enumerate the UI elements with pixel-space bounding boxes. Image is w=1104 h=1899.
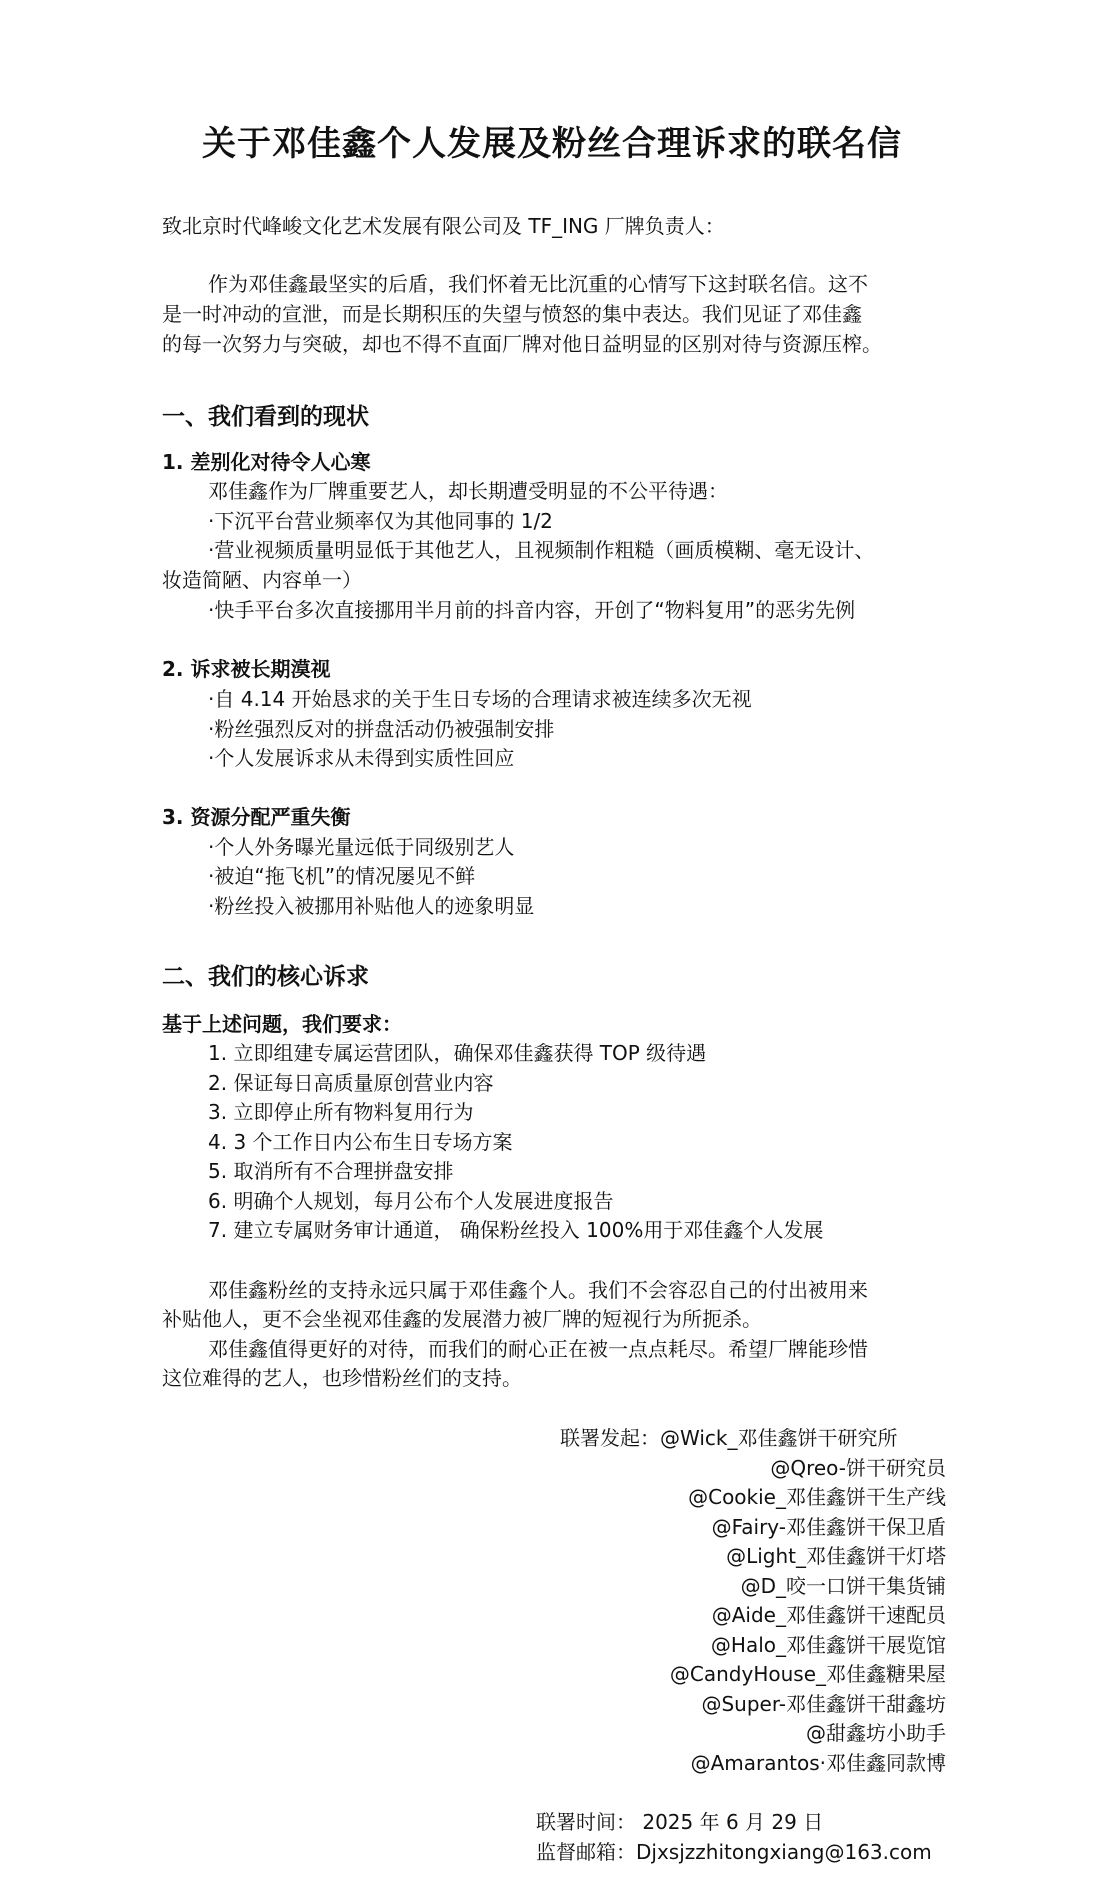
signatory: @Halo_邓佳鑫饼干展览馆: [710, 1633, 946, 1657]
intro-line: 是一时冲动的宣泄，而是长期积压的失望与愤怒的集中表达。我们见证了邓佳鑫: [162, 302, 862, 326]
bullet-item: ·下沉平台营业频率仅为其他同事的 1/2: [208, 509, 553, 533]
signatory: @D_咬一口饼干集货铺: [740, 1574, 946, 1598]
closing-line: 这位难得的艺人，也珍惜粉丝们的支持。: [162, 1366, 522, 1390]
intro-line: 的每一次努力与突破，却也不得不直面厂牌对他日益明显的区别对待与资源压榨。: [162, 332, 882, 356]
bullet-item: ·被迫“拖飞机”的情况屡见不鲜: [208, 864, 476, 888]
demand-item: 1. 立即组建专属运营团队，确保邓佳鑫获得 TOP 级待遇: [208, 1041, 707, 1065]
signatory: @Qreo-饼干研究员: [770, 1456, 946, 1480]
salutation: 致北京时代峰峻文化艺术发展有限公司及 TF_ING 厂牌负责人：: [162, 214, 725, 238]
signatory: @Super-邓佳鑫饼干甜鑫坊: [701, 1692, 946, 1716]
closing-line: 邓佳鑫粉丝的支持永远只属于邓佳鑫个人。我们不会容忍自己的付出被用来: [208, 1278, 868, 1302]
supervision-email: 监督邮箱：Djxsjzzhitongxiang@163.com: [536, 1840, 932, 1864]
demand-item: 4. 3 个工作日内公布生日专场方案: [208, 1130, 513, 1154]
letter-title: 关于邓佳鑫个人发展及粉丝合理诉求的联名信: [202, 124, 902, 164]
bullet-item: ·粉丝强烈反对的拼盘活动仍被强制安排: [208, 717, 555, 741]
signatory: @Aide_邓佳鑫饼干速配员: [711, 1603, 946, 1627]
signatory: @CandyHouse_邓佳鑫糖果屋: [669, 1662, 946, 1686]
signatory-initiator: 联署发起：@Wick_邓佳鑫饼干研究所: [560, 1426, 898, 1450]
signing-date: 联署时间： 2025 年 6 月 29 日: [536, 1810, 824, 1834]
closing-line: 邓佳鑫值得更好的对待，而我们的耐心正在被一点点耗尽。希望厂牌能珍惜: [208, 1337, 868, 1361]
subsection-heading: 2. 诉求被长期漠视: [162, 657, 331, 681]
demand-item: 6. 明确个人规划，每月公布个人发展进度报告: [208, 1189, 614, 1213]
bullet-item: ·个人外务曝光量远低于同级别艺人: [208, 835, 515, 859]
bullet-item: ·营业视频质量明显低于其他艺人，且视频制作粗糙（画质模糊、毫无设计、: [208, 538, 875, 562]
bullet-item: ·个人发展诉求从未得到实质性回应: [208, 746, 515, 770]
closing-line: 补贴他人，更不会坐视邓佳鑫的发展潜力被厂牌的短视行为所扼杀。: [162, 1307, 762, 1331]
signatory: @甜鑫坊小助手: [806, 1721, 946, 1745]
bullet-item: ·粉丝投入被挪用补贴他人的迹象明显: [208, 894, 535, 918]
demand-item: 7. 建立专属财务审计通道， 确保粉丝投入 100%用于邓佳鑫个人发展: [208, 1218, 824, 1242]
signatory: @Fairy-邓佳鑫饼干保卫盾: [711, 1515, 946, 1539]
signatory: @Cookie_邓佳鑫饼干生产线: [688, 1485, 946, 1509]
demand-item: 5. 取消所有不合理拼盘安排: [208, 1159, 454, 1183]
bullet-item: ·快手平台多次直接挪用半月前的抖音内容，开创了“物料复用”的恶劣先例: [208, 598, 856, 622]
signatory: @Amarantos·邓佳鑫同款博: [690, 1751, 946, 1775]
bullet-item: ·自 4.14 开始恳求的关于生日专场的合理请求被连续多次无视: [208, 687, 752, 711]
section-heading-status: 一、我们看到的现状: [162, 404, 369, 430]
intro-line: 作为邓佳鑫最坚实的后盾，我们怀着无比沉重的心情写下这封联名信。这不: [208, 272, 868, 296]
demand-item: 3. 立即停止所有物料复用行为: [208, 1100, 474, 1124]
body-line: 邓佳鑫作为厂牌重要艺人，却长期遭受明显的不公平待遇：: [208, 479, 728, 503]
section-heading-demands: 二、我们的核心诉求: [162, 964, 369, 990]
subsection-heading: 1. 差别化对待令人心寒: [162, 450, 371, 474]
bullet-item-continued: 妆造简陋、内容单一）: [162, 568, 362, 592]
demand-item: 2. 保证每日高质量原创营业内容: [208, 1071, 494, 1095]
signatory: @Light_邓佳鑫饼干灯塔: [726, 1544, 946, 1568]
subsection-heading: 3. 资源分配严重失衡: [162, 805, 351, 829]
demands-lead: 基于上述问题，我们要求：: [162, 1012, 402, 1036]
